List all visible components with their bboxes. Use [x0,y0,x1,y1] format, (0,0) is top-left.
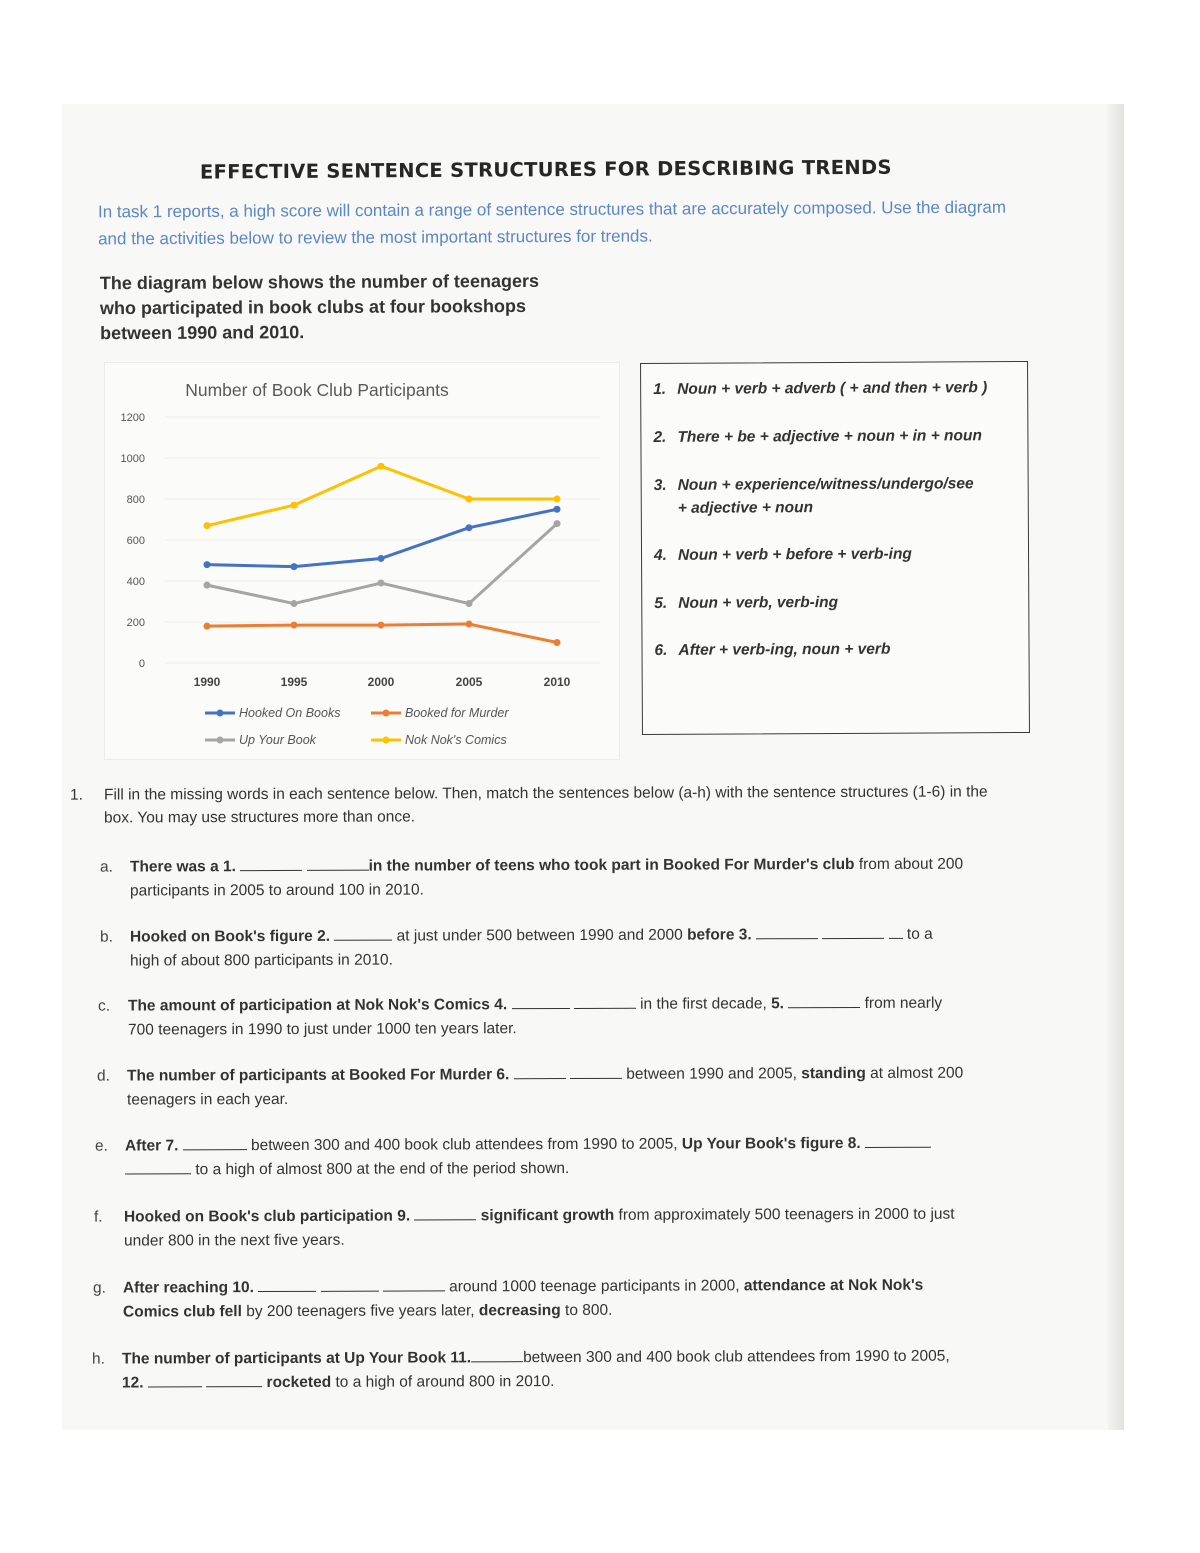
diagram-description [100,269,550,346]
y-tick-label: 600 [126,535,145,547]
paper-edge-shadow [1108,104,1124,1430]
question-fragment: participants in 2005 to around 100 in 2010. [130,881,424,900]
question-fragment: between 300 and 400 book club attendees from 1990 to 2005, [246,1135,682,1155]
question-a [100,852,1030,903]
legend-label: Up Your Book [239,733,316,747]
question-fragment: around 1000 teenage participants in 2000, [444,1277,744,1296]
intro-paragraph: In task 1 reports, a high score will contain a range of sentence structures that are accurately composed. Use the diagram and the activities below to review the most important structures for trends. [97,197,1007,249]
y-tick-label: 1000 [120,453,145,465]
structure-item-2 [653,424,1015,449]
question-text [128,991,1028,1042]
data-point [204,582,211,589]
question-letter: f. [93,1208,103,1226]
structure-text-continued: + adjective + noun [677,499,814,517]
question-fragment: There was a 1. [129,858,236,876]
question-fragment: high of about 800 participants in 2010. [130,951,393,970]
data-point [291,600,298,607]
question-d [97,1061,1042,1112]
question-f [94,1202,1034,1253]
question-letter: c. [97,997,111,1015]
question-letter: h. [91,1350,105,1368]
answer-blank-10c[interactable] [383,1276,445,1291]
question-fragment: to a [902,925,933,943]
structure-item-4 [654,542,1016,567]
data-point [466,524,473,531]
answer-blank-3b[interactable] [822,924,884,939]
answer-blank-4b[interactable] [574,994,636,1009]
series-line [207,524,557,604]
answer-blank-5[interactable] [788,993,860,1008]
structure-item-5 [654,590,1016,615]
data-point [466,496,473,503]
question-fragment: under 800 in the next five years. [124,1231,345,1250]
question-fragment: by 200 teenagers five years later, [241,1302,479,1321]
line-chart [104,362,620,760]
structure-text: After + verb-ing, noun + verb [678,640,891,659]
data-point [466,600,473,607]
structure-text: Noun + verb + before + verb-ing [677,545,912,564]
answer-blank-3a[interactable] [756,924,818,939]
description-line: The diagram below shows the number of teenagers [99,270,540,294]
data-point [291,622,298,629]
answer-blank-1b[interactable] [307,856,369,871]
x-tick-label: 2010 [543,675,571,689]
question-g [93,1273,1028,1324]
question-fragment: at almost 200 [865,1064,964,1082]
question-fragment: decreasing [478,1301,561,1320]
answer-blank-9[interactable] [414,1205,476,1220]
data-point [378,580,385,587]
question-letter: b. [99,928,113,946]
legend-marker [383,737,390,744]
series-line [207,466,557,525]
data-point [554,506,561,513]
data-point [204,623,211,630]
legend-marker [217,710,224,717]
question-fragment: 700 teenagers in 1990 to just under 1000 ten years later. [128,1020,517,1039]
question-fragment: in the first decade, [635,995,772,1013]
question-fragment: Hooked on Book's club participation 9. [123,1207,411,1226]
legend-label: Booked for Murder [405,706,509,720]
data-point [554,496,561,503]
question-fragment: between 300 and 400 book club attendees from 1990 to 2005, [523,1347,950,1367]
question-letter: d. [96,1067,110,1085]
question-fragment: 5. [771,995,785,1013]
question-fragment: rocketed [266,1373,332,1392]
question-fragment: Up Your Book's figure 8. [681,1134,861,1153]
question-fragment: The amount of participation at Nok Nok's Comics 4. [127,996,508,1015]
task-instructions [70,780,1010,829]
description-line: who participated in book clubs at four bookshops [99,295,527,319]
data-point [466,621,473,628]
sentence-structures-box [640,361,1030,735]
question-letter: g. [92,1279,106,1297]
structure-number: 3. [653,476,667,494]
page-title: EFFECTIVE SENTENCE STRUCTURES FOR DESCRIBING TRENDS [199,155,892,184]
question-fragment: from about 200 [854,855,964,873]
data-point [554,520,561,527]
structure-number: 6. [654,641,668,659]
question-fragment: After reaching 10. [122,1279,254,1297]
question-fragment: Comics club fell [123,1303,242,1321]
answer-blank-3c[interactable] [889,924,903,939]
question-fragment: teenagers in each year. [127,1090,289,1109]
question-letter: e. [94,1137,108,1155]
question-e [95,1131,1030,1182]
structure-text: There + be + adjective + noun + in + noun [677,427,982,446]
question-fragment: to a high of almost 800 at the end of the period shown. [191,1159,570,1179]
question-fragment: to a high of around 800 in 2010. [331,1373,555,1391]
data-point [378,622,385,629]
answer-blank-11[interactable] [471,1347,523,1362]
answer-blank-6b[interactable] [570,1064,622,1079]
question-fragment: The number of participants at Up Your Book 11. [121,1349,472,1368]
data-point [204,561,211,568]
legend-label: Hooked On Books [239,706,341,720]
question-fragment: Hooked on Book's figure 2. [129,927,331,946]
question-letter: a. [99,858,113,876]
y-tick-label: 0 [138,658,145,670]
answer-blank-12a[interactable] [148,1372,202,1387]
question-fragment: significant growth [476,1206,615,1225]
question-text [130,922,1030,973]
question-c [98,991,1028,1042]
legend-marker [383,710,390,717]
answer-blank-2[interactable] [334,926,392,941]
structure-number: 1. [653,380,667,398]
question-h [92,1344,1042,1395]
description-line: between 1990 and 2010. [100,322,305,344]
question-text [122,1344,1042,1395]
question-fragment: standing [801,1064,866,1083]
question-text [124,1202,1034,1253]
data-point [204,522,211,529]
data-point [291,502,298,509]
question-text [123,1273,1028,1324]
y-tick-label: 1200 [120,412,145,424]
structure-number: 2. [653,428,667,446]
y-tick-label: 400 [126,576,145,588]
question-fragment: before 3. [687,926,752,944]
answer-blank-8a[interactable] [865,1133,931,1148]
answer-blank-7[interactable] [183,1135,247,1150]
task-text: Fill in the missing words in each sentence below. Then, match the sentences below (a-h) with the sentence structures (1-6) in the box. You may use structures more than once. [103,783,988,827]
question-fragment: from nearly [860,994,943,1012]
structure-list [641,362,1027,659]
y-tick-label: 800 [126,494,145,506]
question-fragment: After 7. [124,1137,179,1155]
x-tick-label: 1990 [193,675,221,689]
structure-item-1 [653,376,1015,401]
question-fragment: in the number of teens who took part in Booked For Murder's club [368,855,855,875]
structure-item-6 [654,637,1016,662]
x-tick-label: 2005 [455,675,483,689]
question-text [125,1131,1030,1182]
structure-text: Noun + experience/witness/undergo/see [677,475,974,494]
question-fragment: between 1990 and 2005, [621,1065,802,1083]
answer-blank-12b[interactable] [206,1372,262,1387]
task-number: 1. [69,786,83,804]
data-point [378,555,385,562]
legend-label: Nok Nok's Comics [405,733,507,747]
question-text [127,1061,1042,1112]
data-point [378,463,385,470]
question-fragment: to 800. [560,1301,613,1319]
answer-blank-10b[interactable] [320,1277,378,1292]
answer-blank-6a[interactable] [514,1064,566,1079]
question-fragment: 12. [122,1374,144,1392]
data-point [291,563,298,570]
x-tick-label: 1995 [280,675,308,689]
question-fragment: at just under 500 between 1990 and 2000 [392,926,688,945]
legend-marker [217,737,224,744]
structure-text: Noun + verb, verb-ing [678,593,839,612]
structure-text: Noun + verb + adverb ( + and then + verb ) [677,379,988,398]
answer-blank-10a[interactable] [258,1277,316,1292]
structure-number: 4. [653,546,668,564]
structure-number: 5. [654,594,668,612]
structure-item-3 [654,472,1016,520]
question-b [100,922,1030,973]
answer-blank-4a[interactable] [511,994,569,1009]
question-fragment: The number of participants at Booked For Murder 6. [126,1066,510,1085]
question-fragment: attendance at Nok Nok's [743,1276,924,1295]
x-tick-label: 2000 [367,675,395,689]
chart-title: Number of Book Club Participants [185,380,449,400]
chart-canvas [105,363,619,759]
question-text [130,852,1030,903]
question-fragment: from approximately 500 teenagers in 2000 to just [614,1205,955,1224]
answer-blank-8b[interactable] [125,1159,191,1174]
data-point [554,639,561,646]
answer-blank-1a[interactable] [240,856,302,871]
y-tick-label: 200 [126,617,145,629]
